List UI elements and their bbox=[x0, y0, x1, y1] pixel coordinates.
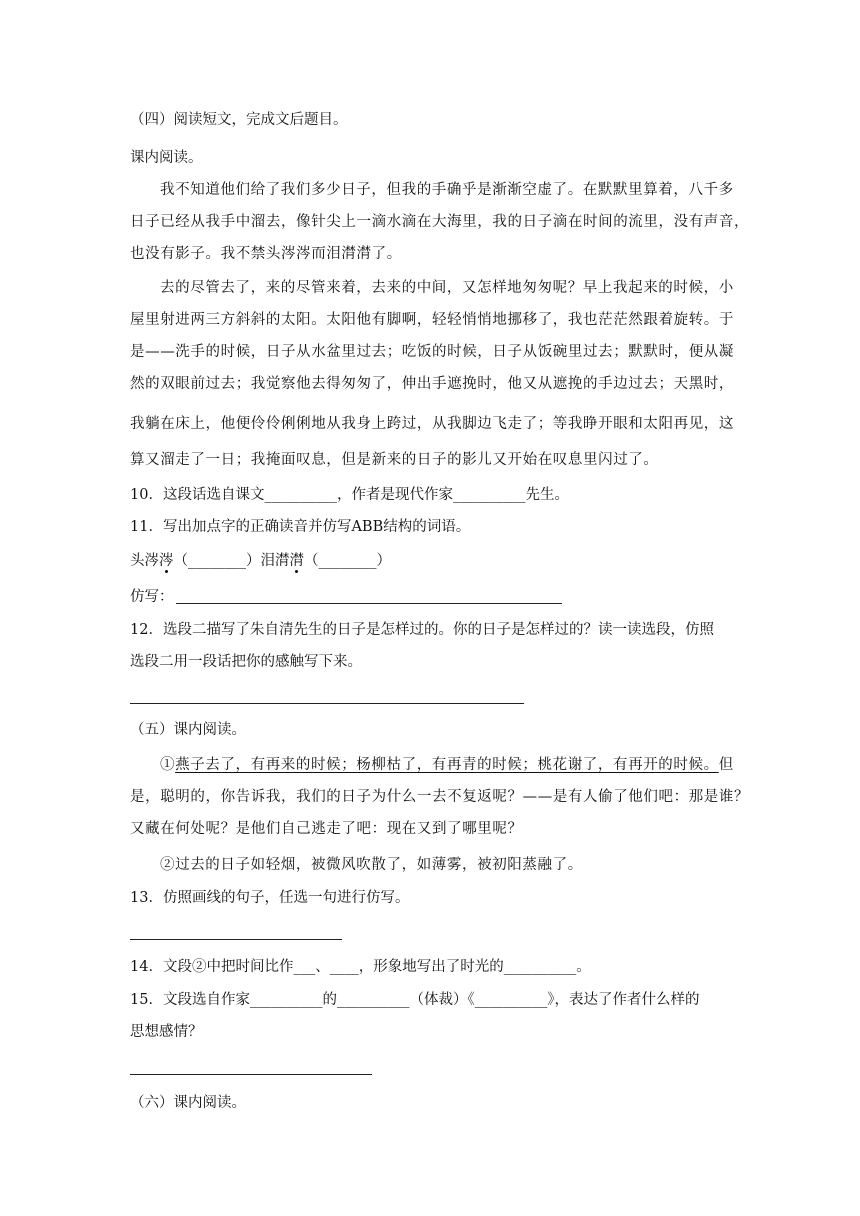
passage2-line-5: 我躺在床上，他便伶伶俐俐地从我身上跨过，从我脚边飞走了；等我睁开眼和太阳再见，这 bbox=[130, 416, 734, 432]
question-13-answer-line bbox=[130, 939, 342, 940]
passage-line-1-tail: 但 bbox=[718, 757, 734, 773]
passage2-line-3: 是——洗手的时候，日子从水盆里过去；吃饭的时候，日子从饭碗里过去；默默时，便从凝 bbox=[130, 344, 734, 360]
section5-heading: （五）课内阅读。 bbox=[130, 722, 246, 738]
question-12-answer-line bbox=[130, 703, 524, 704]
passage2-line-1: 去的尽管去了，来的尽管来着，去来的中间，又怎样地匆匆呢？早上我起来的时候，小 bbox=[160, 280, 734, 296]
question-11-words bbox=[130, 551, 391, 571]
question-12-line-1: 12．选段二描写了朱自清先生的日子是怎样过的。你的日子是怎样过的？读一读选段，仿照 bbox=[130, 622, 714, 638]
paragraph-marker: ① bbox=[160, 757, 176, 773]
question-15-line-2: 思想感情？ bbox=[130, 1024, 203, 1040]
question-15-answer-line bbox=[130, 1074, 372, 1075]
imitate-answer-line bbox=[176, 603, 562, 604]
question-11: 11．写出加点字的正确读音并仿写ABB结构的词语。 bbox=[130, 519, 471, 535]
question-12-line-2: 选段二用一段话把你的感触写下来。 bbox=[130, 654, 362, 670]
section4-subheading: 课内阅读。 bbox=[130, 150, 203, 166]
passage2-line-2: 屋里射进两三方斜斜的太阳。太阳他有脚啊，轻轻悄悄地挪移了，我也茫茫然跟着旋转。于 bbox=[130, 312, 734, 328]
section5-passage2: ②过去的日子如轻烟，被微风吹散了，如薄雾，被初阳蒸融了。 bbox=[160, 857, 583, 873]
underlined-sentence: 燕子去了，有再来的时候；杨柳枯了，有再青的时候；桃花谢了，有再开的时候。 bbox=[175, 757, 719, 773]
word1-dotted-char: 涔 bbox=[159, 553, 174, 569]
word2-dotted-char: 潸 bbox=[289, 553, 304, 569]
question-14: 14．文段②中把时间比作___、____，形象地写出了时光的__________。 bbox=[130, 959, 591, 975]
question-10: 10．这段话选自课文__________，作者是现代作家__________先生。 bbox=[130, 487, 569, 503]
word1-prefix: 头涔 bbox=[130, 553, 159, 569]
section5-passage-line-2: 是，聪明的，你告诉我，我们的日子为什么一去不复返呢？——是有人偷了他们吧：那是谁？ bbox=[130, 789, 750, 805]
section4-heading: （四）阅读短文，完成文后题目。 bbox=[130, 112, 348, 128]
section5-passage-line-3: 又藏在何处呢？是他们自己逃走了吧：现在又到了哪里呢？ bbox=[130, 821, 523, 837]
passage1-line-1: 我不知道他们给了我们多少日子，但我的手确乎是渐渐空虚了。在默默里算着，八千多 bbox=[160, 182, 734, 198]
section5-passage-line-1 bbox=[160, 755, 734, 775]
word1-answer-blank: （________） bbox=[173, 553, 261, 569]
question-15-line-1: 15．文段选自作家__________的__________（体裁）《__________》，表达了作者什么样的 bbox=[130, 992, 700, 1008]
question-13: 13．仿照画线的句子，任选一句进行仿写。 bbox=[130, 890, 410, 906]
imitate-label: 仿写： bbox=[130, 589, 174, 605]
section6-heading: （六）课内阅读。 bbox=[130, 1095, 246, 1111]
passage2-line-4: 然的双眼前过去；我觉察他去得匆匆了，伸出手遮挽时，他又从遮挽的手边过去；天黑时， bbox=[130, 376, 734, 392]
word2-answer-blank: （________） bbox=[304, 553, 391, 569]
passage2-line-6: 算又溜走了一日；我掩面叹息，但是新来的日子的影儿又开始在叹息里闪过了。 bbox=[130, 452, 659, 468]
word2-prefix: 泪潸 bbox=[260, 553, 290, 569]
passage1-line-3: 也没有影子。我不禁头涔涔而泪潸潸了。 bbox=[130, 246, 402, 262]
passage1-line-2: 日子已经从我手中溜去，像针尖上一滴水滴在大海里，我的日子滴在时间的流里，没有声音， bbox=[130, 214, 750, 230]
